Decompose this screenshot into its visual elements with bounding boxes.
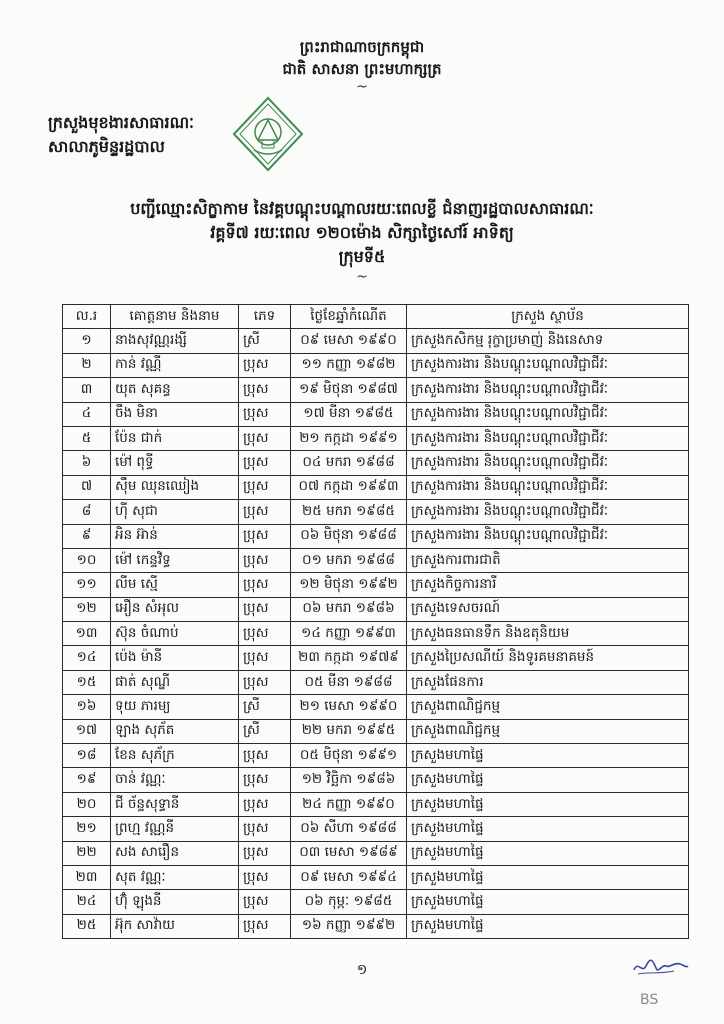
participant-name: ស៊ឹម ឈុនឈៀង: [111, 475, 239, 499]
row-number: ២៣: [63, 865, 111, 889]
ministry-name: ក្រសួងមុខងារសាធារណៈ: [48, 113, 194, 132]
row-number: ១៥: [63, 670, 111, 694]
participant-birthdate: ២១ មេសា ១៩៩០: [291, 695, 407, 719]
participant-sex: ប្រុស: [239, 890, 291, 914]
participant-ministry: ក្រសួងមហាផ្ទៃ: [407, 744, 689, 768]
table-row: [63, 524, 689, 548]
table-row: [63, 597, 689, 621]
participant-birthdate: ០៦ កុម្ភៈ ១៩៨៥: [291, 890, 407, 914]
participant-ministry: ក្រសួងការងារ និងបណ្តុះបណ្តាលវិជ្ជាជីវៈ: [407, 378, 689, 402]
participant-sex: ប្រុស: [239, 670, 291, 694]
participant-ministry: ក្រសួងធនធានទឹក និងឧតុនិយម: [407, 622, 689, 646]
participant-name: ម៉ៅ ពុទ្ធី: [111, 451, 239, 475]
participant-table: [62, 304, 689, 939]
participant-ministry: ក្រសួងមហាផ្ទៃ: [407, 890, 689, 914]
participant-birthdate: ១៤ កញ្ញា ១៩៩៣: [291, 622, 407, 646]
row-number: ១៤: [63, 646, 111, 670]
participant-ministry: ក្រសួងមហាផ្ទៃ: [407, 768, 689, 792]
participant-birthdate: ០១ មករា ១៩៨៨: [291, 548, 407, 572]
participant-birthdate: ០៩ មេសា ១៩៩០: [291, 329, 407, 353]
participant-sex: ប្រុស: [239, 524, 291, 548]
group-label: ក្រុមទី៥: [338, 247, 386, 266]
table-row: [63, 402, 689, 426]
row-number: ៩: [63, 524, 111, 548]
table-row: [63, 622, 689, 646]
table-row: [63, 695, 689, 719]
header-birthdate: ថ្ងៃខែឆ្នាំកំណើត: [291, 305, 407, 329]
participant-name: ជី ច័ន្ទសុទ្ធានី: [111, 792, 239, 816]
participant-name: ចឹង មិនា: [111, 402, 239, 426]
participant-name: លីម ស្មើ: [111, 573, 239, 597]
header-sex: ភេទ: [239, 305, 291, 329]
participant-birthdate: ០៦ សីហា ១៩៨៨: [291, 817, 407, 841]
row-number: ១: [63, 329, 111, 353]
row-number: ២៤: [63, 890, 111, 914]
table-row: [63, 670, 689, 694]
participant-birthdate: ១៧ មីនា ១៩៨៥: [291, 402, 407, 426]
row-number: ២១: [63, 817, 111, 841]
participant-name: ហ៊ុំ ឡុងនី: [111, 890, 239, 914]
table-row: [63, 719, 689, 743]
table-row: [63, 548, 689, 572]
row-number: ៧: [63, 475, 111, 499]
ornament-divider: ~: [356, 79, 368, 95]
row-number: ២២: [63, 841, 111, 865]
participant-birthdate: ១៦ កញ្ញា ១៩៩២: [291, 914, 407, 938]
participant-birthdate: ២២ មករា ១៩៩៥: [291, 719, 407, 743]
table-row: [63, 817, 689, 841]
participant-ministry: ក្រសួងពាណិជ្ជកម្ម: [407, 719, 689, 743]
school-logo: [232, 96, 304, 172]
participant-ministry: ក្រសួងការងារ និងបណ្តុះបណ្តាលវិជ្ជាជីវៈ: [407, 500, 689, 524]
participant-ministry: ក្រសួងពាណិជ្ជកម្ម: [407, 695, 689, 719]
row-number: ១១: [63, 573, 111, 597]
table-row: [63, 426, 689, 450]
table-row: [63, 744, 689, 768]
row-number: ១៦: [63, 695, 111, 719]
national-motto: ជាតិ សាសនា ព្រះមហាក្សត្រ: [282, 60, 442, 78]
participant-sex: ប្រុស: [239, 548, 291, 572]
participant-sex: ប្រុស: [239, 597, 291, 621]
table-row: [63, 573, 689, 597]
participant-ministry: ក្រសួងការងារ និងបណ្តុះបណ្តាលវិជ្ជាជីវៈ: [407, 524, 689, 548]
participant-birthdate: ០៥ មីនា ១៩៨៨: [291, 670, 407, 694]
pencil-note: BS: [640, 992, 659, 1008]
participant-sex: ប្រុស: [239, 914, 291, 938]
row-number: ២០: [63, 792, 111, 816]
participant-ministry: ក្រសួងមហាផ្ទៃ: [407, 914, 689, 938]
participant-name: នាងសុវណ្ណរង្សី: [111, 329, 239, 353]
header-number: ល.រ: [63, 305, 111, 329]
participant-birthdate: ១១ កញ្ញា ១៩៨២: [291, 353, 407, 377]
table-header-row: [63, 305, 689, 329]
table-row: [63, 329, 689, 353]
ornament-divider-2: ~: [356, 269, 368, 285]
table-row: [63, 353, 689, 377]
participant-sex: ប្រុស: [239, 500, 291, 524]
participant-ministry: ក្រសួងការងារ និងបណ្តុះបណ្តាលវិជ្ជាជីវៈ: [407, 402, 689, 426]
school-name: សាលាភូមិន្ទរដ្ឋបាល: [48, 137, 165, 156]
row-number: ១២: [63, 597, 111, 621]
signature-mark: [630, 954, 690, 980]
row-number: ២: [63, 353, 111, 377]
row-number: ២៥: [63, 914, 111, 938]
participant-ministry: ក្រសួងទេសចរណ៍: [407, 597, 689, 621]
participant-ministry: ក្រសួងមហាផ្ទៃ: [407, 817, 689, 841]
table-row: [63, 792, 689, 816]
participant-name: អ៊ុក សាវ៉ាយ: [111, 914, 239, 938]
participant-name: អិន អ៊ាន់: [111, 524, 239, 548]
row-number: ៥: [63, 426, 111, 450]
participant-name: ហ៊ី សុជា: [111, 500, 239, 524]
participant-name: ប៉ែន ជាក់: [111, 426, 239, 450]
row-number: ១៧: [63, 719, 111, 743]
participant-birthdate: ០៦ មិថុនា ១៩៨៨: [291, 524, 407, 548]
participant-sex: ស្រី: [239, 329, 291, 353]
participant-name: ប៉េង ម៉ានី: [111, 646, 239, 670]
participant-sex: ស្រី: [239, 695, 291, 719]
participant-birthdate: ០៧ កក្កដា ១៩៩៣: [291, 475, 407, 499]
participant-name: ព្រហ្ម វណ្ណនី: [111, 817, 239, 841]
table-row: [63, 865, 689, 889]
participant-ministry: ក្រសួងប្រៃសណីយ៍ និងទូរគមនាគមន៍: [407, 646, 689, 670]
participant-name: ឡាង សុភ័ត: [111, 719, 239, 743]
participant-sex: ប្រុស: [239, 402, 291, 426]
kingdom-heading: ព្រះរាជាណាចក្រកម្ពុជា: [299, 38, 425, 56]
participant-name: ទុយ ភារម្យ: [111, 695, 239, 719]
participant-birthdate: ២៤ កញ្ញា ១៩៩០: [291, 792, 407, 816]
participant-birthdate: ០៤ មករា ១៩៨៨: [291, 451, 407, 475]
participant-ministry: ក្រសួងផែនការ: [407, 670, 689, 694]
participant-birthdate: ០៦ មករា ១៩៨៦: [291, 597, 407, 621]
participant-birthdate: ២៥ មករា ១៩៨៥: [291, 500, 407, 524]
participant-ministry: ក្រសួងកសិកម្ម រុក្ខាប្រមាញ់ និងនេសាទ: [407, 329, 689, 353]
header-ministry: ក្រសួង ស្ថាប័ន: [407, 305, 689, 329]
participant-sex: ប្រុស: [239, 353, 291, 377]
participant-sex: ប្រុស: [239, 573, 291, 597]
table-row: [63, 475, 689, 499]
participant-sex: ប្រុស: [239, 378, 291, 402]
participant-name: កាន់ វណ្ណី: [111, 353, 239, 377]
participant-ministry: ក្រសួងមហាផ្ទៃ: [407, 841, 689, 865]
row-number: ១៩: [63, 768, 111, 792]
participant-name: ខែន សុភ័ក្រ: [111, 744, 239, 768]
participant-ministry: ក្រសួងការពារជាតិ: [407, 548, 689, 572]
participant-sex: ប្រុស: [239, 865, 291, 889]
page-number: ១: [356, 962, 368, 978]
row-number: ៦: [63, 451, 111, 475]
document-title: បញ្ជីឈ្មោះសិក្ខាកាម នៃវគ្គបណ្តុះបណ្តាលរយៈពេលខ្លី ជំនាញរដ្ឋបាលសាធារណៈ: [130, 199, 594, 218]
participant-ministry: ក្រសួងការងារ និងបណ្តុះបណ្តាលវិជ្ជាជីវៈ: [407, 475, 689, 499]
participant-ministry: ក្រសួងមហាផ្ទៃ: [407, 792, 689, 816]
participant-birthdate: ២៣ កក្កដា ១៩៧៩: [291, 646, 407, 670]
participant-birthdate: ១២ វិច្ឆិកា ១៩៨៦: [291, 768, 407, 792]
participant-birthdate: ១៩ មិថុនា ១៩៨៧: [291, 378, 407, 402]
participant-ministry: ក្រសួងការងារ និងបណ្តុះបណ្តាលវិជ្ជាជីវៈ: [407, 353, 689, 377]
participant-birthdate: ០៣ មេសា ១៩៨៩: [291, 841, 407, 865]
participant-sex: ប្រុស: [239, 426, 291, 450]
participant-sex: ប្រុស: [239, 792, 291, 816]
participant-sex: ប្រុស: [239, 646, 291, 670]
table-row: [63, 451, 689, 475]
table-row: [63, 768, 689, 792]
participant-ministry: ក្រសួងការងារ និងបណ្តុះបណ្តាលវិជ្ជាជីវៈ: [407, 426, 689, 450]
participant-ministry: ក្រសួងការងារ និងបណ្តុះបណ្តាលវិជ្ជាជីវៈ: [407, 451, 689, 475]
participant-name: យុត សុគន្ធ: [111, 378, 239, 402]
participant-sex: ប្រុស: [239, 744, 291, 768]
participant-sex: ស្រី: [239, 719, 291, 743]
header-name: គោត្តនាម និងនាម: [111, 305, 239, 329]
participant-sex: ប្រុស: [239, 475, 291, 499]
table-row: [63, 841, 689, 865]
course-subtitle: វគ្គទី៧ រយៈពេល ១២០ម៉ោង សិក្សាថ្ងៃសៅរ៍ អាទិត្យ: [210, 223, 514, 242]
row-number: ៤: [63, 402, 111, 426]
participant-ministry: ក្រសួងកិច្ចការនារី: [407, 573, 689, 597]
participant-ministry: ក្រសួងមហាផ្ទៃ: [407, 865, 689, 889]
participant-name: សង សារឿន: [111, 841, 239, 865]
participant-name: ម៉ៅ កេន្ទវិទ្ធ: [111, 548, 239, 572]
table-row: [63, 890, 689, 914]
participant-name: ផាត់ សុណ្ឌី: [111, 670, 239, 694]
table-row: [63, 646, 689, 670]
table-row: [63, 914, 689, 938]
participant-sex: ប្រុស: [239, 817, 291, 841]
participant-name: សុត វណ្ណៈ: [111, 865, 239, 889]
participant-birthdate: ២១ កក្កដា ១៩៩១: [291, 426, 407, 450]
participant-sex: ប្រុស: [239, 768, 291, 792]
row-number: ១៣: [63, 622, 111, 646]
participant-birthdate: ០៩ មេសា ១៩៩៤: [291, 865, 407, 889]
row-number: ៣: [63, 378, 111, 402]
participant-name: ស៊ុន ចំណាប់: [111, 622, 239, 646]
table-row: [63, 500, 689, 524]
participant-birthdate: ១២ មិថុនា ១៩៩២: [291, 573, 407, 597]
participant-sex: ប្រុស: [239, 622, 291, 646]
table-row: [63, 378, 689, 402]
participant-sex: ប្រុស: [239, 841, 291, 865]
participant-name: ចាន់ វណ្ណៈ: [111, 768, 239, 792]
participant-name: អឿន សំអុល: [111, 597, 239, 621]
participant-birthdate: ០៥ មិថុនា ១៩៩១: [291, 744, 407, 768]
row-number: ១០: [63, 548, 111, 572]
row-number: ១៨: [63, 744, 111, 768]
row-number: ៨: [63, 500, 111, 524]
participant-sex: ប្រុស: [239, 451, 291, 475]
